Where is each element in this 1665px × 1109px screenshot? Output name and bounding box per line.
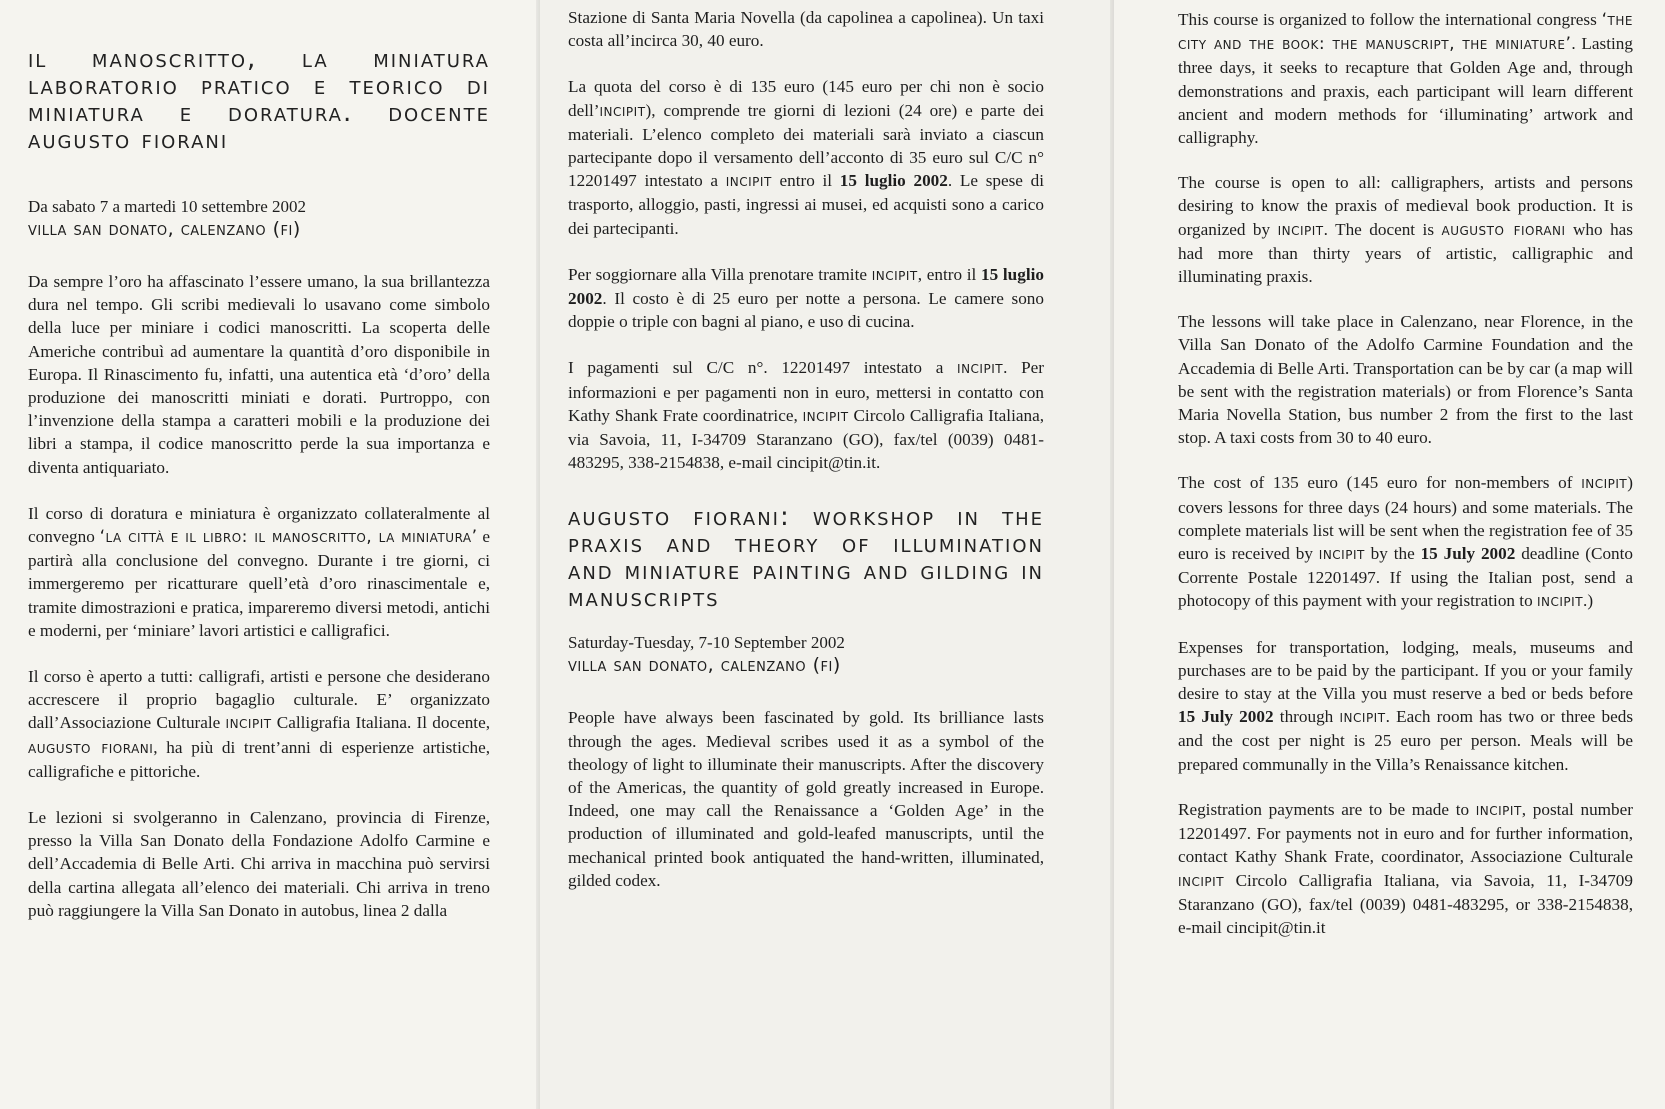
- text-run: entro il: [771, 171, 840, 191]
- column-3: [1178, 8, 1633, 961]
- english-paragraph-gold: People have always been fascinated by gold. Its brilliance lasts through the ages. Medieval scribes used it as a symbol of the theology of light to illuminate their manuscripts. After the discovery of the Americas, the quantity of gold greatly increased in Europe. Indeed, one may call the Renaissance a ‘Golden Age’ in the production of illuminated and gold-leafed manuscripts, until the mechanical printed book antiquated the hand-written, illuminated, gilded codex.: [568, 708, 1044, 890]
- italian-paragraph-lodging: [568, 263, 1044, 334]
- deadline-date: 15 July 2002: [1420, 544, 1516, 564]
- italian-paragraph-payment: [568, 356, 1044, 474]
- text-run: , ha più di trent’anni di esperienze artistiche, calligrafiche e pittoriche.: [28, 737, 490, 781]
- italian-paragraph-open: [28, 665, 490, 783]
- text-run: . Le spese di trasporto, alloggio, pasti, ingressi ai musei, ed acquisti sono a carico dei partecipanti.: [568, 171, 1045, 238]
- italian-paragraph-fee: [568, 75, 1044, 239]
- text-run: . Il costo è di 25 euro per notte a persona. Le camere sono doppie o triple con bagni al piano, e uso di cucina.: [568, 289, 1044, 332]
- italian-paragraph-gold: Da sempre l’oro ha affascinato l’essere umano, la sua brillantezza dura nel tempo. Gli scribi medievali lo usavano come simbolo della luce per miniare i codici manoscritti. La scoperta delle Americhe contribuì ad aumentare la quantità d’oro disponibile in Europa. Il Rinascimento fu, infatti, una autentica età ‘d’oro’ della produzione dei manoscritti miniati e dorati. Purtroppo, con l’invenzione della stampa a caratteri mobili e la produzione dei libri a stampa, il codice manoscritto perde la sua importanza e diventa antiquariato.: [28, 272, 490, 477]
- english-date: Saturday-Tuesday, 7-10 September 2002: [568, 633, 845, 653]
- italian-paragraph-course: [28, 502, 490, 642]
- panel-english: [1114, 0, 1665, 1109]
- english-paragraph-open: [1178, 171, 1633, 288]
- italian-venue: villa san donato, calenzano (fi): [28, 218, 301, 240]
- english-venue: villa san donato, calenzano (fi): [568, 654, 841, 677]
- text-run: Il corso è aperto a tutti: calligrafi, artisti e persone che desiderano accrescere il proprio bagaglio culturale. E’ organizzato dall’Associazione Culturale: [28, 667, 490, 733]
- text-run: The course is open to all: calligraphers, artists and persons desiring to know the praxis of medieval book production. It is organized by: [1178, 173, 1633, 239]
- text-run: through: [1273, 707, 1340, 727]
- text-run: who has had more than thirty years of artistic, calligraphic and illuminating praxis.: [1178, 219, 1633, 287]
- deadline-date: 15 July 2002: [1178, 707, 1274, 727]
- text-run: deadline (Conto Corrente Postale 12201497. If using the Italian post, send a photocopy of this payment with your registration to: [1178, 544, 1633, 611]
- text-run: . The docent is: [1323, 219, 1442, 239]
- text-run: Calligrafia Italiana. Il docente,: [271, 713, 490, 733]
- panel-italian: [0, 0, 540, 1109]
- english-paragraph-location: The lessons will take place in Calenzano, near Florence, in the Villa San Donato of the Adolfo Carmine Foundation and the Accademia di Belle Arti. Transportation can be by car (a map will be sent with the registration materials) or from Florence’s Santa Maria Novella Station, bus number 2 from the first to the last stop. A taxi costs from 30 to 40 euro.: [1178, 312, 1633, 448]
- incipit-name: incipit: [1536, 591, 1584, 612]
- incipit-name: incipit: [871, 264, 918, 285]
- incipit-name: incipit: [802, 405, 849, 426]
- deadline-date: 15 luglio 2002: [839, 171, 948, 191]
- column-1: [28, 46, 490, 945]
- italian-paragraph-location: Le lezioni si svolgeranno in Calenzano, provincia di Firenze, presso la Villa San Donato della Fondazione Adolfo Carmine e dell’Accademia di Belle Arti. Chi arriva in macchina può servirsi della cartina allegata all’elenco dei materiali. Chi arriva in treno può raggiungere la Villa San Donato in autobus, linea 2 dalla: [28, 808, 490, 920]
- deadline-date: 15 luglio 2002: [568, 264, 1044, 309]
- column-2: [568, 6, 1044, 915]
- english-paragraph-cost: [1178, 471, 1633, 613]
- text-run: ) covers lessons for three days (24 hours) and some materials. The complete materials list will be sent when the registration fee of 35 euro is received by: [1178, 473, 1633, 564]
- text-run: . Lasting three days, it seeks to recapture that Golden Age and, through demonstrations and praxis, each participant will learn different ancient and modern methods for ‘illuminating’ artwork and calligraphy.: [1178, 34, 1633, 148]
- text-run: . Per informazioni e per pagamenti non in euro, mettersi in contatto con Kathy Shank Frate coordinatrice,: [568, 358, 1044, 425]
- italian-date: Da sabato 7 a martedi 10 settembre 2002: [28, 197, 307, 216]
- text-run: ), comprende tre giorni di lezioni (24 ore) e parte dei materiali. L’elenco completo dei materiali sarà inviato a ciascun partecipante dopo il versamento dell’acconto di 35 euro sul C/C n° 12201497 intestato a: [568, 100, 1044, 191]
- incipit-name: incipit: [1277, 219, 1324, 240]
- text-run: La quota del corso è di 135 euro (145 euro per chi non è socio dell’: [568, 77, 1044, 120]
- text-run: Per soggiornare alla Villa prenotare tramite: [568, 264, 872, 284]
- english-title: augusto fiorani: workshop in the praxis and theory of illumination and miniature painting and gilding in manuscripts: [568, 502, 1044, 614]
- incipit-name: incipit: [1581, 473, 1628, 494]
- incipit-name: incipit: [957, 358, 1004, 379]
- text-run: Il corso di doratura e miniatura è organizzato collateralmente al convegno: [28, 503, 490, 547]
- english-paragraph-expenses: [1178, 636, 1633, 776]
- docent-name: augusto fiorani: [28, 737, 154, 758]
- text-run: , postal number 12201497. For payments not in euro and for further information, contact Kathy Shank Frate, coordinator, Associazione Culturale: [1178, 799, 1633, 867]
- text-run: , entro il: [917, 264, 982, 284]
- text-run: . Each room has two or three beds and the cost per night is 25 euro per person. Meals will be prepared communally in the Villa’s Renaissance kitchen.: [1178, 707, 1634, 774]
- incipit-name: incipit: [1475, 799, 1522, 820]
- text-run: Circolo Calligrafia Italiana, via Savoia, 11, I-34709 Staranzano (GO), fax/tel (0039) 0481-483295, 338-2154838, e-mail cincipit@tin.it.: [568, 405, 1044, 473]
- text-run: e partirà alla conclusione del convegno. Durante i tre giorni, ci immergeremo per ricatturare quell’età d’oro rinascimentale e, tramite dimostrazioni e pratica, impareremo diversi metodi, antichi e moderni, per ‘miniare’ lavori artistici e calligrafici.: [28, 527, 490, 640]
- text-run: by the: [1364, 544, 1421, 564]
- text-run: The cost of 135 euro (145 euro for non-members of: [1178, 473, 1582, 493]
- congress-name: ‘the city and the book: the manuscript, the miniature’: [1178, 10, 1633, 55]
- italian-paragraph-station: Stazione di Santa Maria Novella (da capolinea a capolinea). Un taxi costa all’incirca 30, 40 euro.: [568, 8, 1044, 51]
- english-paragraph-payment: [1178, 798, 1633, 939]
- incipit-name: incipit: [1318, 544, 1365, 565]
- incipit-name: incipit: [599, 100, 646, 121]
- congress-name: ‘la città e il libro: il manoscritto, la miniatura’: [99, 527, 478, 548]
- text-run: This course is organized to follow the international congress: [1178, 10, 1602, 29]
- text-run: I pagamenti sul C/C n°. 12201497 intestato a: [568, 358, 958, 378]
- incipit-name: incipit: [1178, 870, 1225, 891]
- text-run: Expenses for transportation, lodging, meals, museums and purchases are to be paid by the participant. If you or your family desire to stay at the Villa you must reserve a bed or beds before: [1178, 637, 1633, 704]
- panel-middle: [540, 0, 1114, 1109]
- text-run: .): [1583, 591, 1594, 611]
- english-paragraph-course: [1178, 8, 1633, 149]
- docent-name: augusto fiorani: [1441, 219, 1566, 240]
- incipit-name: incipit: [725, 171, 772, 192]
- incipit-name: incipit: [1339, 707, 1386, 728]
- incipit-name: incipit: [225, 713, 272, 734]
- text-run: Circolo Calligrafia Italiana, via Savoia, 11, I-34709 Staranzano (GO), fax/tel (0039) 0481-483295, or 338-2154838, e-mail cincipit@tin.it: [1178, 870, 1633, 937]
- italian-title: il manoscritto, la miniatura laboratorio pratico e teorico di miniatura e doratura. docente augusto fiorani: [28, 44, 490, 155]
- text-run: Registration payments are to be made to: [1178, 799, 1476, 819]
